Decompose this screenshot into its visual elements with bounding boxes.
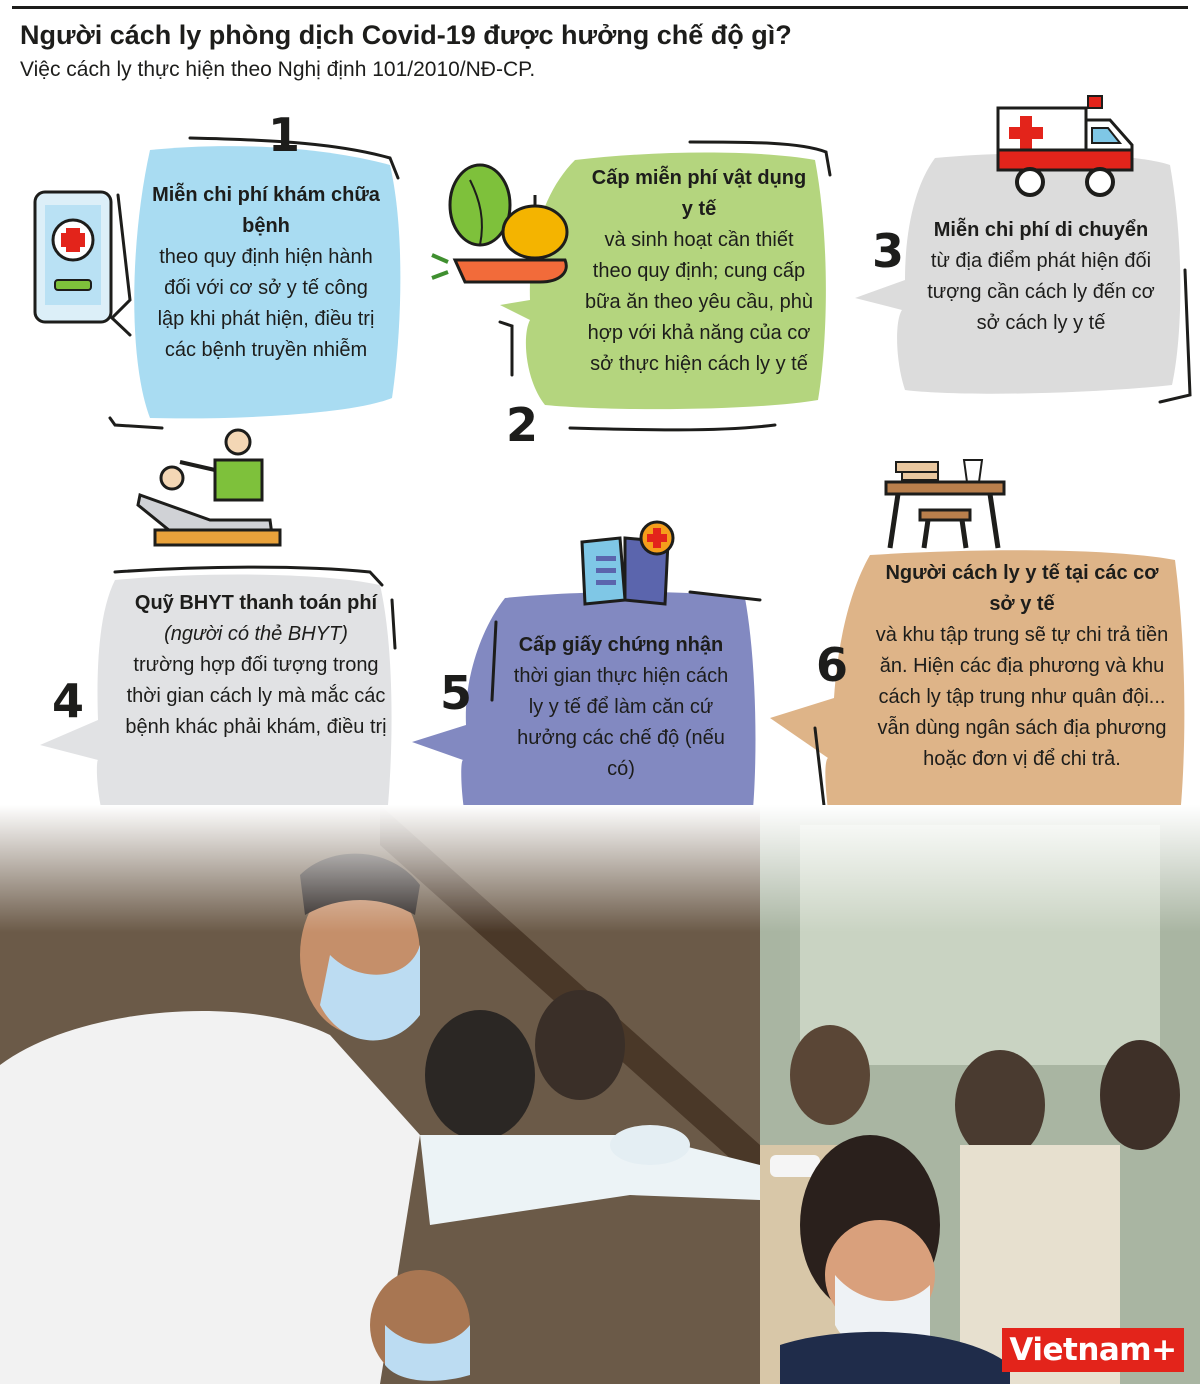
item-5-number: 5 — [440, 666, 473, 720]
item-4-heading: Quỹ BHYT thanh toán phí — [134, 592, 378, 614]
item-3-number: 3 — [872, 224, 905, 278]
item-5-heading: Cấp giấy chứng nhận — [518, 634, 724, 656]
page-subtitle: Việc cách ly thực hiện theo Nghị định 101/2010/NĐ-CP. — [20, 58, 536, 81]
item-1-heading: Miễn chi phí khám chữa bệnh — [152, 184, 380, 237]
dentist-icon — [138, 430, 280, 545]
item-5-text — [505, 630, 737, 785]
page-title: Người cách ly phòng dịch Covid-19 được hưởng chế độ gì? — [20, 20, 792, 50]
item-1-number: 1 — [268, 108, 301, 162]
vegetables-icon — [432, 165, 567, 282]
item-2-text — [585, 163, 813, 380]
item-5-body: thời gian thực hiện cách ly y tế để làm căn cứ hưởng các chế độ (nếu có) — [513, 665, 729, 780]
item-2-heading: Cấp miễn phí vật dụng y tế — [591, 167, 807, 220]
item-6-number: 6 — [816, 638, 849, 692]
item-6-body: và khu tập trung sẽ tự chi trả tiền ăn. Hiện các địa phương và khu cách ly tập trung như quân đội... vẫn dùng ngân sách địa phương hoặc đơn vị để chi trả. — [875, 624, 1169, 770]
item-4-body: trường hợp đối tượng trong thời gian cách ly mà mắc các bệnh khác phải khám, điều trị — [125, 654, 387, 738]
photo-illustration — [0, 805, 1200, 1384]
item-4-number: 4 — [52, 674, 85, 728]
photo-temperature-check — [0, 805, 1200, 1384]
item-2-number: 2 — [506, 398, 539, 452]
item-4-text — [120, 588, 392, 743]
item-4-note: (người có thẻ BHYT) — [164, 623, 348, 645]
item-2-body: và sinh hoạt cần thiết theo quy định; cung cấp bữa ăn theo yêu cầu, phù hợp với khả năng của cơ sở thực hiện cách ly y tế — [585, 229, 814, 375]
mobile-health-icon — [35, 192, 111, 322]
item-3-text — [922, 215, 1160, 339]
item-1-text — [152, 180, 380, 366]
vietnamplus-logo: Vietnam+ — [1002, 1328, 1184, 1372]
item-1-body: theo quy định hiện hành đối với cơ sở y tế công lập khi phát hiện, điều trị các bệnh truyền nhiễm — [157, 246, 375, 361]
item-6-text — [872, 558, 1172, 775]
dining-table-icon — [886, 460, 1004, 548]
item-3-heading: Miễn chi phí di chuyển — [933, 219, 1149, 241]
item-3-body: từ địa điểm phát hiện đối tượng cần cách ly đến cơ sở cách ly y tế — [927, 250, 1155, 334]
medical-book-icon — [582, 522, 673, 604]
item-6-heading: Người cách ly y tế tại các cơ sở y tế — [885, 562, 1159, 615]
